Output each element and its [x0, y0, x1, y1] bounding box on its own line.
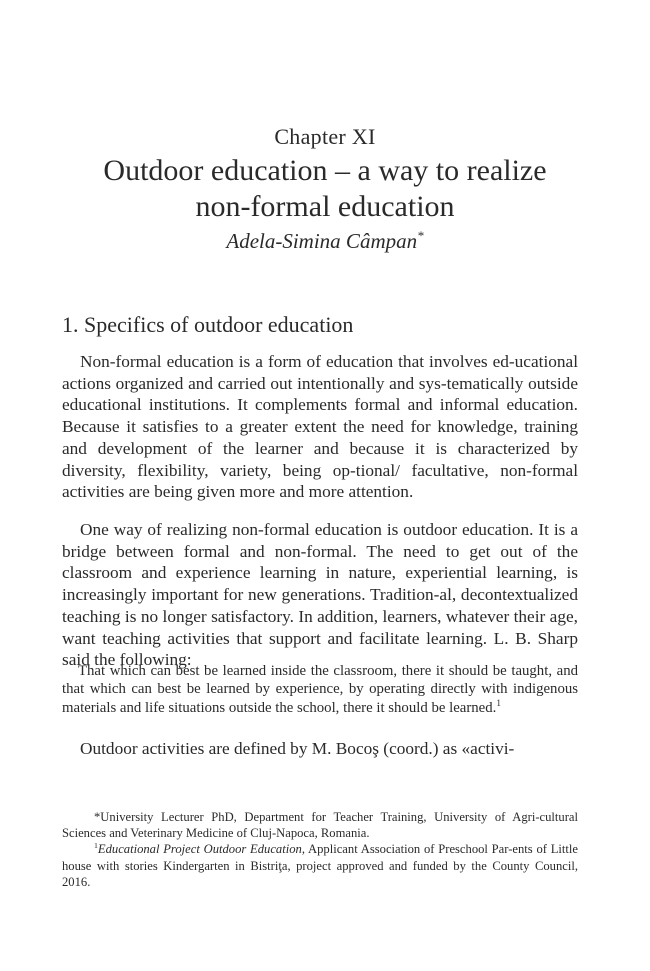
paragraph-text: Outdoor activities are defined by M. Bocoş (coord.) as «activi- — [80, 739, 515, 758]
body-paragraph-3 — [62, 738, 578, 760]
block-quote — [62, 662, 578, 717]
footnote-star-text: University Lecturer PhD, Department for Teacher Training, University of Agri-cultural Sciences and Veterinary Medicine of Cluj-Napoca, Romania. — [62, 810, 578, 841]
chapter-title — [60, 153, 590, 225]
chapter-title-line-2: non-formal education — [195, 190, 455, 223]
footnotes — [62, 809, 578, 890]
block-quote-text: That which can best be learned inside the classroom, there it should be taught, and that which can best be learned by experience, by operating directly with indigenous materials and life situations outside the school, there it should be learned. — [62, 663, 578, 716]
footnote-reference-1: 1 — [496, 697, 501, 708]
body-paragraph-1 — [62, 351, 578, 503]
author-name-text: Adela-Simina Câmpan — [226, 229, 418, 253]
section-heading: 1. Specifics of outdoor education — [62, 312, 354, 337]
footnote-star-mark: * — [94, 810, 101, 824]
footnote-1-title: Educational Project Outdoor Education — [97, 842, 302, 857]
body-paragraph-2 — [62, 519, 578, 671]
chapter-title-line-1: Outdoor education – a way to realize — [103, 154, 547, 187]
author-footnote-mark: * — [417, 228, 424, 243]
footnote-1: $^1$Educational Project Outdoor Education, Applicant Association of Preschool Par-ents of Little house with stories Kindergarten in Bistriţa, project approved and funded by the County Council, 2016. — [62, 841, 578, 889]
chapter-label: Chapter XI — [274, 124, 376, 149]
footnote-star — [62, 809, 578, 841]
footnote-1-text: , Applicant Association of Preschool Par-ents of Little house with stories Kindergarten in Bistriţa, project approved and funded by the County Council, 2016. — [62, 842, 578, 889]
author-name — [0, 229, 650, 254]
paragraph-text: Non-formal education is a form of education that involves ed-ucational actions organized and carried out intentionally and sys-tematically outside educational institutions. It complements formal and informal education. Because it satisfies to a greater extent the need for knowledge, training and development of the learner and because it is characterized by diversity, flexibility, variety, being op-tional/ facultative, non-formal activities are being given more and more attention. — [62, 352, 578, 502]
block-quote-paragraph — [62, 662, 578, 717]
paragraph-text: One way of realizing non-formal education is outdoor education. It is a bridge between formal and non-formal. The need to get out of the classroom and experience learning in nature, experiential learning, is increasingly important for new generations. Tradition-al, decontextualized teaching is no longer satisfactory. In addition, learners, whatever their age, want teaching activities that support and facilitate learning. L. B. Sharp said the following: — [62, 520, 578, 670]
